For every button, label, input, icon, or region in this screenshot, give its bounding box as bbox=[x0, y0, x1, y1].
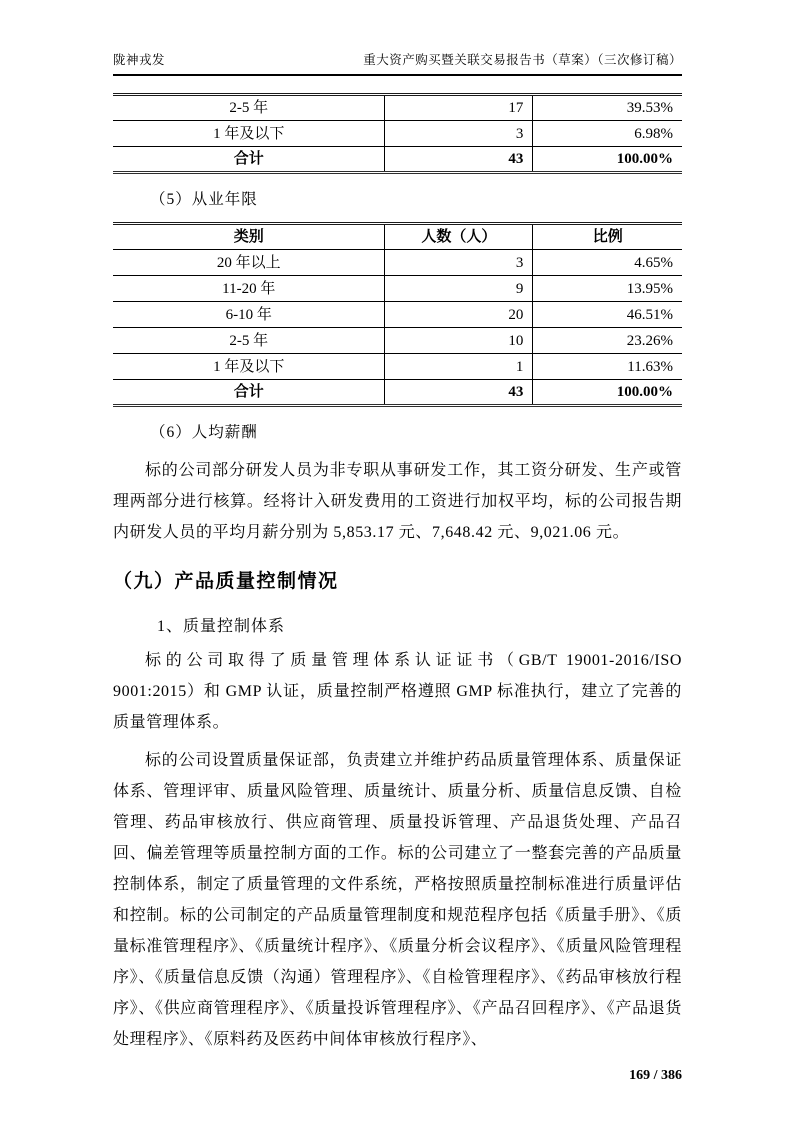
table-header-cell: 类别 bbox=[113, 224, 385, 250]
service-years-table-body bbox=[113, 95, 682, 173]
table-cell: 3 bbox=[385, 250, 533, 276]
table-cell: 2-5 年 bbox=[229, 100, 269, 116]
table-cell: 39.53% bbox=[533, 95, 682, 121]
table-cell: 43 bbox=[385, 380, 533, 406]
table-cell: 20 年以上 bbox=[216, 254, 281, 271]
table-cell: 6-10 年 bbox=[113, 302, 385, 328]
header-report-title: 重大资产购买暨关联交易报告书（草案）（三次修订稿） bbox=[363, 53, 682, 67]
section-6-paragraph: 标的公司部分研发人员为非专职从事研发工作，其工资分研发、生产或管理两部分进行核算。经将计入研发费用的工资进行加权平均，标的公司报告期内研发人员的平均月薪分别为 5,853.17 元、7,648.42 元、9,021.06 元。 bbox=[113, 462, 682, 541]
table-header-cell: 人数（人） bbox=[385, 224, 533, 250]
table-cell: 10 bbox=[385, 328, 533, 354]
work-years-table bbox=[113, 222, 682, 407]
table-row bbox=[113, 380, 682, 406]
section-9-heading: （九）产品质量控制情况 bbox=[113, 571, 339, 592]
section-9-subpoint-1: 1、质量控制体系 bbox=[157, 618, 286, 635]
section-6-heading: （6）人均薪酬 bbox=[150, 424, 258, 441]
section-5-heading: （5）从业年限 bbox=[150, 191, 258, 208]
header-company-short-name: 陇神戎发 bbox=[113, 53, 166, 67]
table-row bbox=[113, 328, 682, 354]
table-cell: 100.00% bbox=[533, 380, 682, 406]
table-cell: 1 bbox=[385, 354, 533, 380]
table-row bbox=[113, 95, 682, 121]
table-cell: 合计 bbox=[113, 380, 385, 406]
table-cell: 9 bbox=[385, 276, 533, 302]
table-cell: 6.98% bbox=[533, 121, 682, 147]
table-cell: 43 bbox=[385, 147, 533, 173]
table-row bbox=[113, 250, 682, 276]
table-cell: 23.26% bbox=[533, 328, 682, 354]
table-cell: 46.51% bbox=[533, 302, 682, 328]
table-cell: 100.00% bbox=[533, 147, 682, 173]
section-9-paragraph-1: 标的公司取得了质量管理体系认证证书（GB/T 19001-2016/ISO 9001:2015）和 GMP 认证，质量控制严格遵照 GMP 标准执行，建立了完善的质量管理体系。 bbox=[113, 652, 682, 731]
table-cell: 11-20 年 bbox=[113, 276, 385, 302]
table-cell: 1 年及以下 bbox=[113, 354, 385, 380]
work-years-table-body bbox=[113, 250, 682, 406]
table-cell: 11.63% bbox=[533, 354, 682, 380]
table-cell: 合计 bbox=[113, 147, 385, 173]
section-9-paragraph-2: 标的公司设置质量保证部，负责建立并维护药品质量管理体系、质量保证体系、管理评审、质量风险管理、质量统计、质量分析、质量信息反馈、自检管理、药品审核放行、供应商管理、质量投诉管理、产品退货处理、产品召回、偏差管理等质量控制方面的工作。标的公司建立了一整套完善的产品质量控制体系，制定了质量管理的文件系统，严格按照质量控制标准进行质量评估和控制。标的公司制定的产品质量管理制度和规范程序包括《质量手册》、《质量标准管理程序》、《质量统计程序》、《质量分析会议程序》、《质量风险管理程序》、《质量信息反馈（沟通）管理程序》、《自检管理程序》、《药品审核放行程序》、《供应商管理程序》、《质量投诉管理程序》、《产品召回程序》、《产品退货处理程序》、《原料药及医药中间体审核放行程序》、 bbox=[113, 752, 682, 1048]
service-years-table-continued bbox=[113, 93, 682, 174]
running-header bbox=[113, 50, 682, 76]
table-row bbox=[113, 121, 682, 147]
table-cell: 2-5 年 bbox=[113, 328, 385, 354]
table-row bbox=[113, 147, 682, 173]
table-cell: 1 年及以下 bbox=[113, 121, 385, 147]
table-row bbox=[113, 302, 682, 328]
work-years-table-header-row bbox=[113, 224, 682, 250]
table-row bbox=[113, 354, 682, 380]
table-header-cell: 比例 bbox=[533, 224, 682, 250]
page-number: 169 / 386 bbox=[629, 1068, 682, 1083]
table-cell: 20 bbox=[385, 302, 533, 328]
table-cell: 17 bbox=[385, 95, 533, 121]
table-cell: 4.65% bbox=[533, 250, 682, 276]
table-row bbox=[113, 276, 682, 302]
table-cell: 3 bbox=[385, 121, 533, 147]
table-cell: 13.95% bbox=[533, 276, 682, 302]
